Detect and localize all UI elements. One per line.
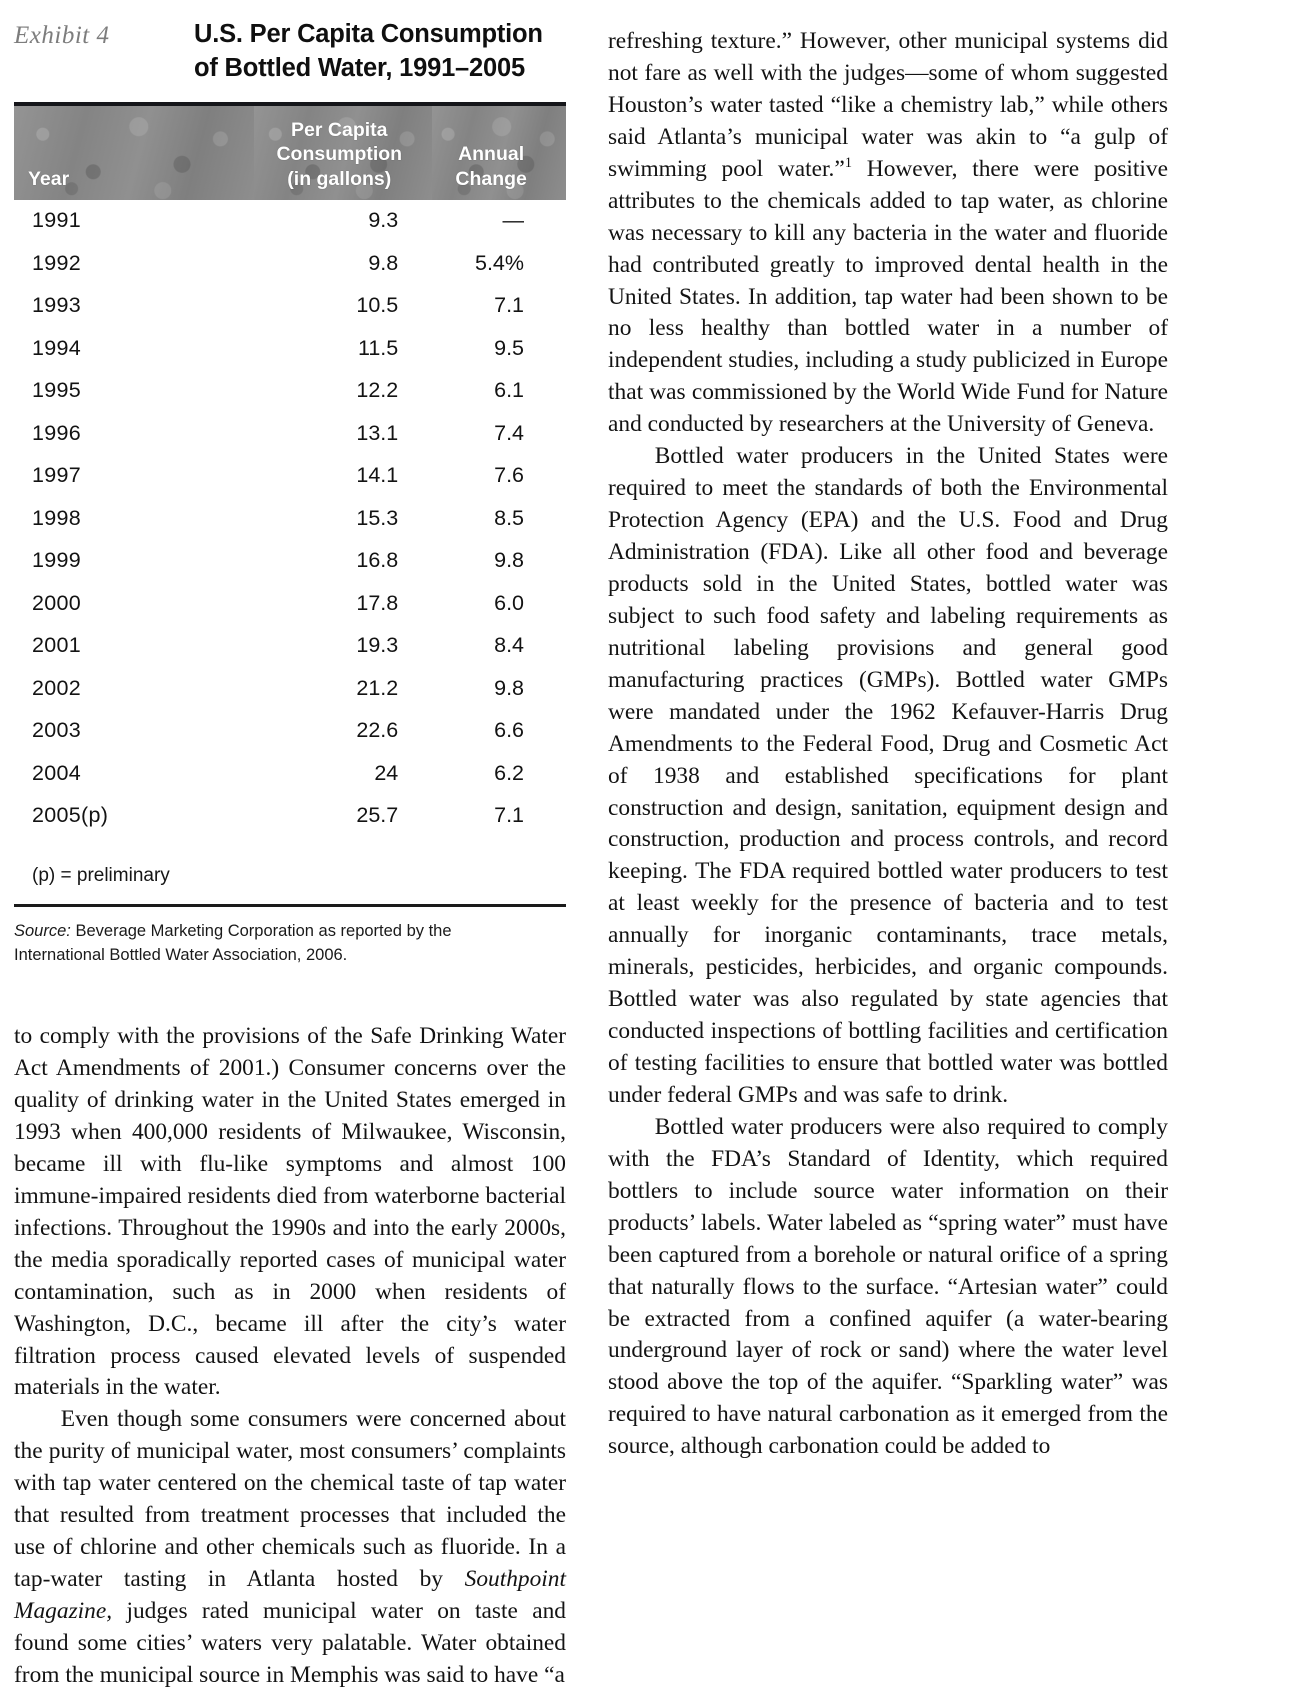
cell-year: 1992	[32, 250, 82, 275]
right-column	[608, 26, 1168, 1463]
table-row	[14, 455, 566, 498]
column-header-consumption-line-3: (in gallons)	[287, 167, 392, 190]
paragraph-part: judges rated municipal water on taste and found some cities’ waters very palatable. Water obtained from the municipal source in Memphis was said to have “a	[14, 1598, 566, 1688]
table-row	[14, 667, 566, 710]
cell-consumption: 16.8	[356, 548, 399, 573]
paragraph: to comply with the provisions of the Safe Drinking Water Act Amendments of 2001.) Consumer concerns over the quality of drinking water in the United States emerged in 1993 when 400,000 residents of Milwaukee, Wisconsin, became ill with flu-like symptoms and almost 100 immune-impaired residents died from waterborne bacterial infections. Throughout the 1990s and into the early 2000s, the media sporadically reported cases of municipal water contamination, such as in 2000 when residents of Washington, D.C., became ill after the city’s water filtration process caused elevated levels of suspended materials in the water.	[14, 1023, 566, 1401]
paragraph	[608, 26, 1168, 441]
cell-consumption: 17.8	[356, 590, 399, 615]
left-column-body-text	[14, 1021, 566, 1692]
cell-annual-change: 8.4	[494, 633, 524, 658]
cell-year: 2004	[32, 760, 82, 785]
cell-consumption: 19.3	[356, 633, 399, 658]
paragraph-part: However, there were positive attributes to the chemicals added to tap water, as chlorine was necessary to kill any bacteria in the water and fluoride had contributed greatly to improved dental health in the United States. In addition, tap water had been shown to be no less healthy than bottled water in a number of independent studies, including a study publicized in Europe that was commissioned by the World Wide Fund for Nature and conducted by researchers at the University of Geneva.	[608, 155, 1168, 438]
cell-consumption: 22.6	[356, 718, 399, 743]
cell-year: 1998	[32, 505, 82, 530]
cell-annual-change: 6.6	[494, 718, 524, 743]
table-row	[14, 285, 566, 328]
column-header-consumption-line-1: Per Capita	[291, 119, 388, 142]
cell-annual-change: 6.2	[494, 760, 524, 785]
paragraph	[14, 1404, 566, 1691]
table-row	[14, 625, 566, 668]
cell-consumption: 24	[374, 760, 399, 785]
cell-annual-change: 6.1	[494, 378, 524, 403]
cell-year: 2000	[32, 590, 82, 615]
cell-annual-change: 9.8	[494, 548, 524, 573]
exhibit-heading	[14, 18, 566, 86]
table-row	[14, 497, 566, 540]
paragraph: Bottled water producers were also required to comply with the FDA’s Standard of Identity, which required bottlers to include source water information on their products’ labels. Water labeled as “spring water” must have been captured from a borehole or natural orifice of a spring that naturally flows to the surface. “Artesian water” could be extracted from a confined aquifer (a water-bearing underground layer of rock or sand) where the water level stood above the top of the aquifer. “Sparkling water” was required to have natural carbonation as it emerged from the source, although carbonation could be added to	[608, 1113, 1168, 1460]
right-column-body-text	[608, 26, 1168, 1463]
cell-year: 1999	[32, 548, 82, 573]
cell-annual-change: —	[502, 208, 524, 233]
cell-annual-change: 8.5	[494, 505, 524, 530]
cell-annual-change: 7.1	[494, 293, 524, 318]
table-row	[14, 752, 566, 795]
table-row	[14, 795, 566, 838]
table-header-row	[14, 104, 566, 200]
cell-consumption: 25.7	[356, 803, 399, 828]
exhibit-label: Exhibit 4	[14, 22, 110, 49]
cell-annual-change: 7.4	[494, 420, 524, 445]
table-row	[14, 242, 566, 285]
cell-annual-change: 7.6	[494, 463, 524, 488]
column-header-change-line-1: Annual	[458, 143, 525, 166]
cell-annual-change: 6.0	[494, 590, 524, 615]
footnote-marker: 1	[844, 154, 853, 171]
cell-year: 2005(p)	[32, 803, 109, 828]
cell-year: 2002	[32, 675, 82, 700]
cell-year: 1996	[32, 420, 82, 445]
column-header-annual-change	[432, 104, 566, 200]
cell-consumption: 11.5	[357, 335, 399, 360]
cell-consumption: 21.2	[356, 675, 399, 700]
source-text: Beverage Marketing Corporation as reported by the International Bottled Water Association, 2006.	[14, 922, 452, 964]
table-row	[14, 582, 566, 625]
table-row	[14, 412, 566, 455]
cell-year: 1995	[32, 378, 82, 403]
cell-year: 1991	[32, 208, 82, 233]
table-row	[14, 710, 566, 753]
paragraph-part: Even though some consumers were concerned about the purity of municipal water, most consumers’ complaints with tap water centered on the chemical taste of tap water that resulted from treatment processes that included the use of chlorine and other chemicals such as fluoride. In a tap-water tasting in Atlanta hosted by	[14, 1406, 566, 1593]
cell-annual-change: 9.5	[494, 335, 524, 360]
magazine-title: Southpoint Magazine,	[14, 1566, 566, 1625]
column-header-change-line-2: Change	[455, 167, 527, 190]
table-row	[14, 327, 566, 370]
cell-consumption: 9.8	[368, 250, 399, 275]
cell-annual-change: 5.4%	[474, 250, 524, 275]
exhibit-title-line-2: of Bottled Water, 1991–2005	[194, 53, 525, 82]
cell-annual-change: 7.1	[494, 803, 524, 828]
cell-annual-change: 9.8	[494, 675, 524, 700]
table-bottom-rule	[14, 904, 566, 907]
column-header-consumption	[254, 104, 432, 200]
table-row	[14, 540, 566, 583]
table-body	[14, 200, 566, 838]
cell-year: 1993	[32, 293, 82, 318]
paragraph-part: refreshing texture.” However, other municipal systems did not fare as well with the judges—some of whom suggested Houston’s water tasted “like a chemistry lab,” while others said Atlanta’s municipal water was akin to “a gulp of swimming pool water.”	[608, 28, 1168, 182]
cell-consumption: 10.5	[356, 293, 399, 318]
cell-consumption: 9.3	[368, 208, 399, 233]
cell-year: 2001	[32, 633, 82, 658]
left-column	[14, 18, 566, 1692]
paragraph: Bottled water producers in the United States were required to meet the standards of both the Environmental Protection Agency (EPA) and the U.S. Food and Drug Administration (FDA). Like all other food and beverage products sold in the United States, bottled water was subject to such food safety and labeling requirements as nutritional labeling provisions and general good manufacturing practices (GMPs). Bottled water GMPs were mandated under the 1962 Kefauver-Harris Drug Amendments to the Federal Food, Drug and Cosmetic Act of 1938 and established specifications for plant construction and design, sanitation, equipment design and construction, production and process controls, and record keeping. The FDA required bottled water producers to test at least weekly for the presence of bacteria and to test annually for inorganic contaminants, trace metals, minerals, pesticides, herbicides, and organic compounds. Bottled water was also regulated by state agencies that conducted inspections of bottling facilities and certification of testing facilities to ensure that bottled water was bottled under federal GMPs and was safe to drink.	[608, 443, 1168, 1108]
cell-consumption: 12.2	[356, 378, 399, 403]
source-label: Source:	[14, 922, 71, 941]
cell-year: 1997	[32, 463, 82, 488]
bottled-water-consumption-table	[14, 102, 566, 838]
cell-year: 2003	[32, 718, 82, 743]
column-header-consumption-line-2: Consumption	[276, 143, 403, 166]
column-header-year: Year	[14, 104, 254, 200]
preliminary-note: (p) = preliminary	[32, 865, 170, 887]
cell-consumption: 13.1	[356, 420, 399, 445]
exhibit-title-line-1: U.S. Per Capita Consumption	[194, 20, 543, 48]
exhibit-title	[194, 18, 566, 86]
table-row	[14, 370, 566, 413]
cell-year: 1994	[32, 335, 82, 360]
table-header	[14, 104, 566, 200]
cell-consumption: 14.1	[356, 463, 399, 488]
cell-consumption: 15.3	[356, 505, 399, 530]
table-row	[14, 200, 566, 243]
source-note	[14, 920, 519, 967]
